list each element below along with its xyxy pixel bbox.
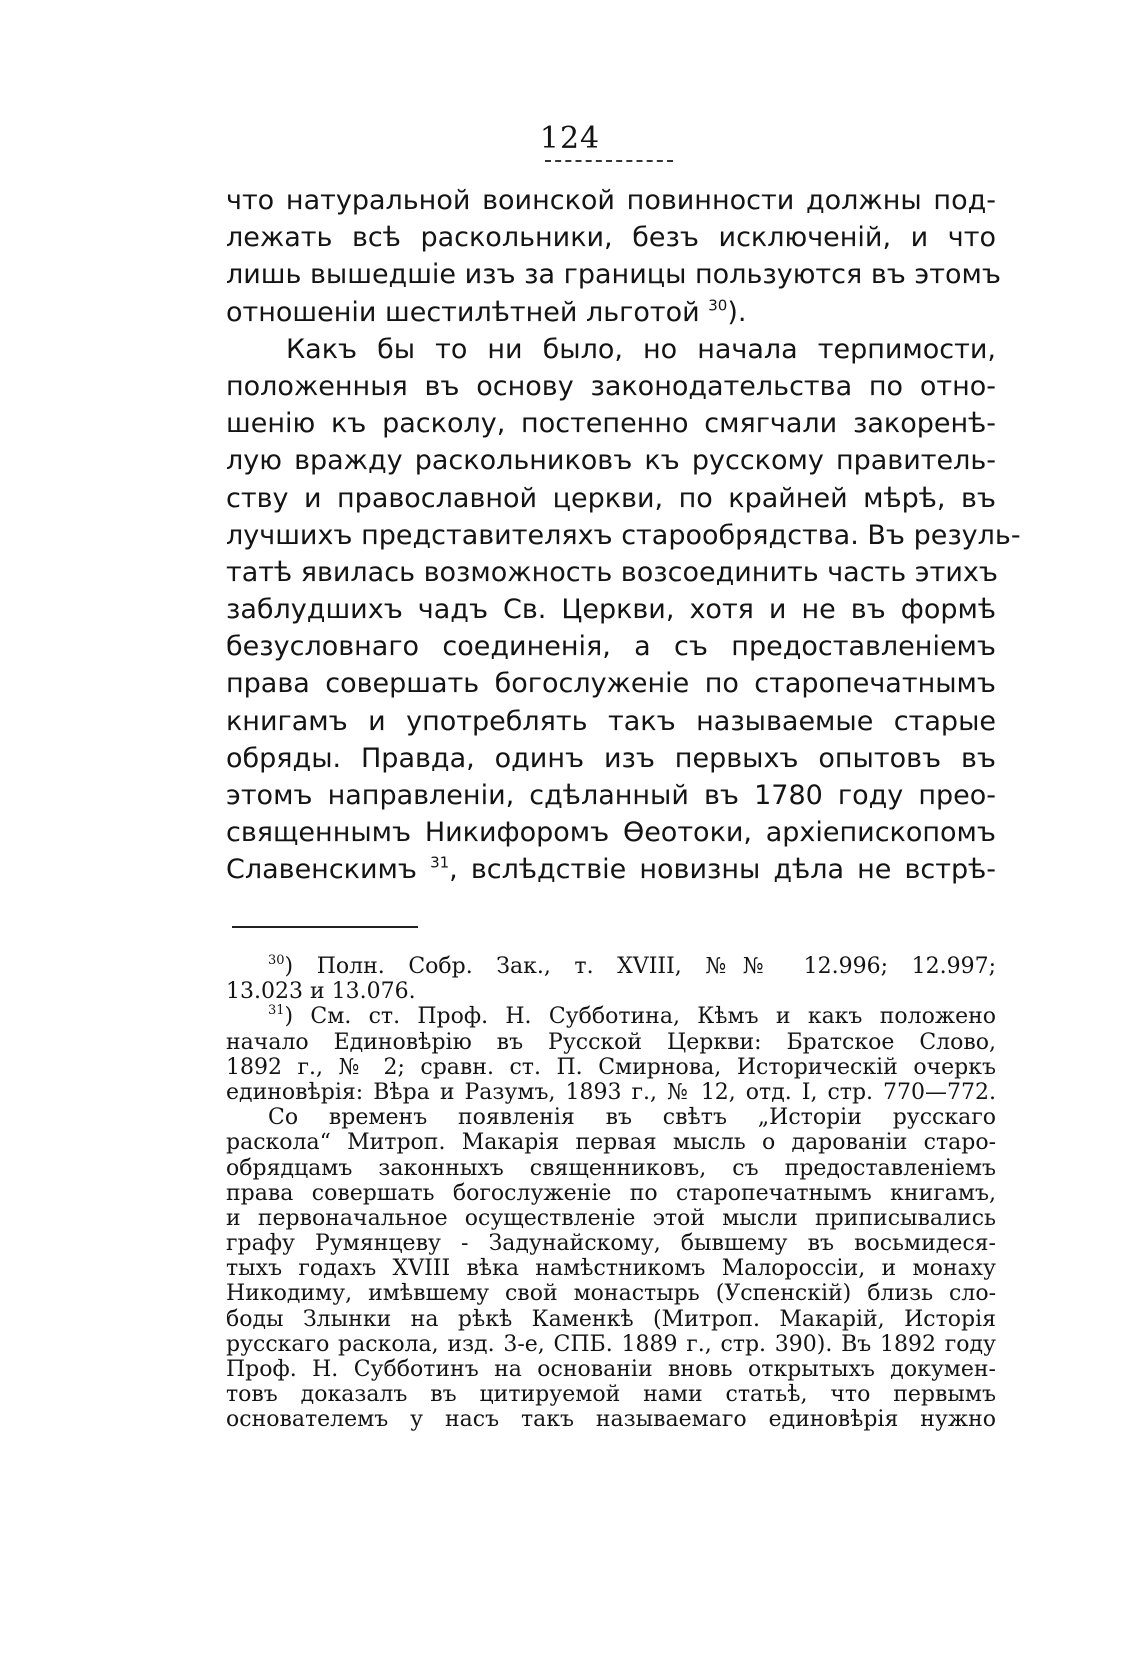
text-line: лежать всѣ раскольники, безъ исключенiй, и что	[226, 222, 996, 254]
main-text	[226, 182, 1021, 889]
text-line: заблудшихъ чадъ Св. Церкви, хотя и не въ формѣ	[226, 594, 996, 626]
text-line: лишь вышедшiе изъ за границы пользуются въ этомъ	[226, 259, 1001, 291]
footnote-text: См. ст. Проф. Н. Субботина, Кѣмъ и какъ положено	[310, 1004, 996, 1030]
text-line: обряды. Правда, одинъ изъ первыхъ опытовъ въ	[226, 742, 996, 774]
footnote-ref-30[interactable]: 30	[708, 296, 728, 315]
text-line-content: отношенiи шестилѣтней льготой	[226, 296, 700, 328]
footnote-line: Со временъ появленiя въ свѣтъ „Исторiи русскаго	[268, 1105, 996, 1131]
footnote-line: боды Злынки на рѣкѣ Каменкѣ (Митроп. Макарiй, Исторiя	[226, 1306, 996, 1332]
footnote-31-line: $^{31}$) См. ст. Проф. Н. Субботина, Кѣмъ и какъ положено	[268, 1003, 996, 1030]
text-line: положенныя въ основу законодательства по отно-	[226, 370, 996, 402]
page-number-rule	[545, 160, 673, 162]
footnote-line: единовѣрiя: Вѣра и Разумъ, 1893 г., № 12, отд. I, стр. 770—772.	[226, 1079, 996, 1105]
footnote-line: и первоначальное осуществленiе этой мысли приписывались	[226, 1205, 996, 1231]
footnote-ref-31[interactable]: 31	[430, 853, 450, 872]
text-line: этомъ направленiи, сдѣланный въ 1780 году прео-	[226, 780, 996, 811]
text-line: ству и православной церкви, по крайней мѣрѣ, въ	[226, 482, 996, 514]
footnote-line: 13.023 и 13.076.	[226, 979, 416, 1005]
footnote-line: русскаго раскола, изд. 3-е, СПБ. 1889 г., стр. 390). Въ 1892 году	[226, 1331, 996, 1357]
footnote-line: начало Единовѣрiю въ Русской Церкви: Братское Слово,	[226, 1029, 996, 1055]
footnote-line: обрядцамъ законныхъ священниковъ, съ предоставленiемъ	[226, 1155, 996, 1181]
text-line	[226, 851, 996, 888]
footnote-30-line: $^{30}$) Полн. Собр. Зак., т. XVIII, №№ 12.996; 12.997;	[268, 952, 997, 979]
text-line-content: Славенскимъ	[226, 854, 417, 886]
page-number: 124	[539, 121, 601, 156]
footnotes	[226, 954, 996, 1433]
text-line	[226, 294, 996, 331]
text-line: татѣ явилась возможность возсоединить часть этихъ	[226, 556, 998, 588]
footnote-line: Проф. Н. Субботинъ на основанiи вновь открытыхъ докумен-	[226, 1357, 996, 1382]
text-line: безусловнаго соединенiя, а съ предоставленiемъ	[226, 631, 996, 663]
footnote-line: Никодиму, имѣвшему свой монастырь (Успенскiй) близь сло-	[226, 1281, 996, 1307]
footnote-number-31: 31	[268, 1003, 285, 1019]
text-line-tail: , вслѣдствiе новизны дѣла не встрѣ-	[449, 854, 996, 886]
text-line: что натуральной воинской повинности должны под-	[226, 185, 996, 216]
footnote-separator	[232, 926, 418, 928]
text-line: лую вражду раскольниковъ къ русскому правитель-	[226, 445, 996, 477]
footnote-line: права совершать богослуженiе по старопечатнымъ книгамъ,	[226, 1180, 996, 1206]
text-line: лучшихъ представителяхъ старообрядства. Въ резуль-	[226, 519, 1021, 551]
footnote-line: тыхъ годахъ XVIII вѣка намѣстникомъ Малороссiи, и монаху	[226, 1256, 996, 1282]
footnote-line: графу Румянцеву - Задунайскому, бывшему въ восьмидеся-	[226, 1231, 996, 1257]
footnote-number-30: 30	[268, 952, 285, 968]
text-line: шенiю къ расколу, постепенно смягчали закоренѣ-	[226, 408, 996, 440]
text-line: права совершать богослуженiе по старопечатнымъ	[226, 668, 996, 700]
text-line: священнымъ Никифоромъ Ѳеотоки, архiепископомъ	[226, 817, 996, 849]
footnote-line: раскола“ Митроп. Макарiя первая мысль о дарованiи старо-	[226, 1130, 996, 1156]
text-line: Какъ бы то ни было, но начала терпимости,	[286, 333, 996, 365]
footnote-text: Полн. Собр. Зак., т. XVIII, №№ 12.996; 12.997;	[316, 954, 997, 979]
footnote-line: основателемъ у насъ такъ называемаго единовѣрiя нужно	[226, 1407, 996, 1433]
text-line: книгамъ и употреблять такъ называемые старые	[226, 705, 996, 737]
footnote-line: 1892 г., № 2; сравн. ст. П. Смирнова, Историческiй очеркъ	[226, 1054, 996, 1080]
footnote-line: товъ доказалъ въ цитируемой нами статьѣ, что первымъ	[226, 1382, 996, 1408]
text-line-tail: ).	[727, 296, 747, 328]
